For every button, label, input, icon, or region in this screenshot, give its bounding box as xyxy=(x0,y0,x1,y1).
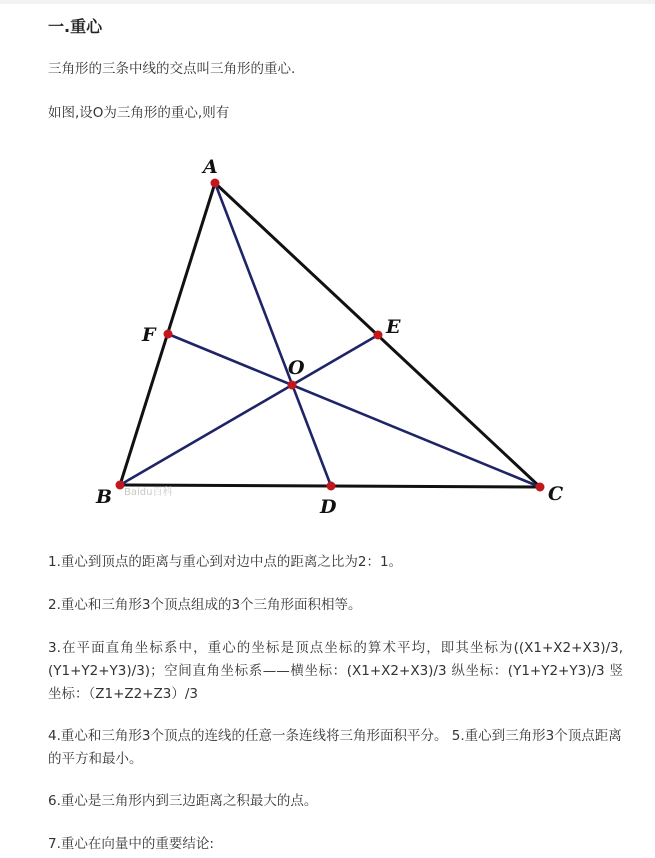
property-1: 1.重心到顶点的距离与重心到对边中点的距离之比为2：1。 xyxy=(48,554,403,570)
median-AD xyxy=(215,183,331,486)
label-C: C xyxy=(548,483,564,505)
label-F: F xyxy=(142,324,156,346)
definition-text: 三角形的三条中线的交点叫三角形的重心. xyxy=(48,61,296,77)
label-B: B xyxy=(96,486,113,508)
label-E: E xyxy=(386,316,401,338)
point-C xyxy=(536,483,545,492)
centroid-diagram xyxy=(80,145,600,525)
point-D xyxy=(327,482,336,491)
median-CF xyxy=(168,334,540,487)
figure-caption: 如图,设O为三角形的重心,则有 xyxy=(48,105,230,121)
point-E xyxy=(374,331,383,340)
property-2: 2.重心和三角形3个顶点组成的3个三角形面积相等。 xyxy=(48,597,362,613)
point-F xyxy=(164,330,173,339)
property-3: 3.在平面直角坐标系中，重心的坐标是顶点坐标的算术平均，即其坐标为((X1+X2+X3)/3,(Y1+Y2+Y3)/3)；空间直角坐标系——横坐标：(X1+X2+X3)/3 纵坐标：(Y1+Y2+Y3)/3 竖坐标：（Z1+Z2+Z3）/3 xyxy=(48,640,623,702)
property-7: 7.重心在向量中的重要结论: xyxy=(48,836,214,852)
top-divider xyxy=(0,0,655,4)
label-D: D xyxy=(320,496,337,518)
property-6: 6.重心是三角形内到三边距离之积最大的点。 xyxy=(48,793,318,809)
watermark: Baidu百科 xyxy=(124,487,173,498)
point-A xyxy=(211,179,220,188)
section-title: 一.重心 xyxy=(48,17,103,36)
point-O xyxy=(288,381,297,390)
property-4-5: 4.重心和三角形3个顶点的连线的任意一条连线将三角形面积平分。 5.重心到三角形3个顶点距离的平方和最小。 xyxy=(48,728,622,767)
label-O: O xyxy=(288,357,305,379)
label-A: A xyxy=(203,156,218,178)
